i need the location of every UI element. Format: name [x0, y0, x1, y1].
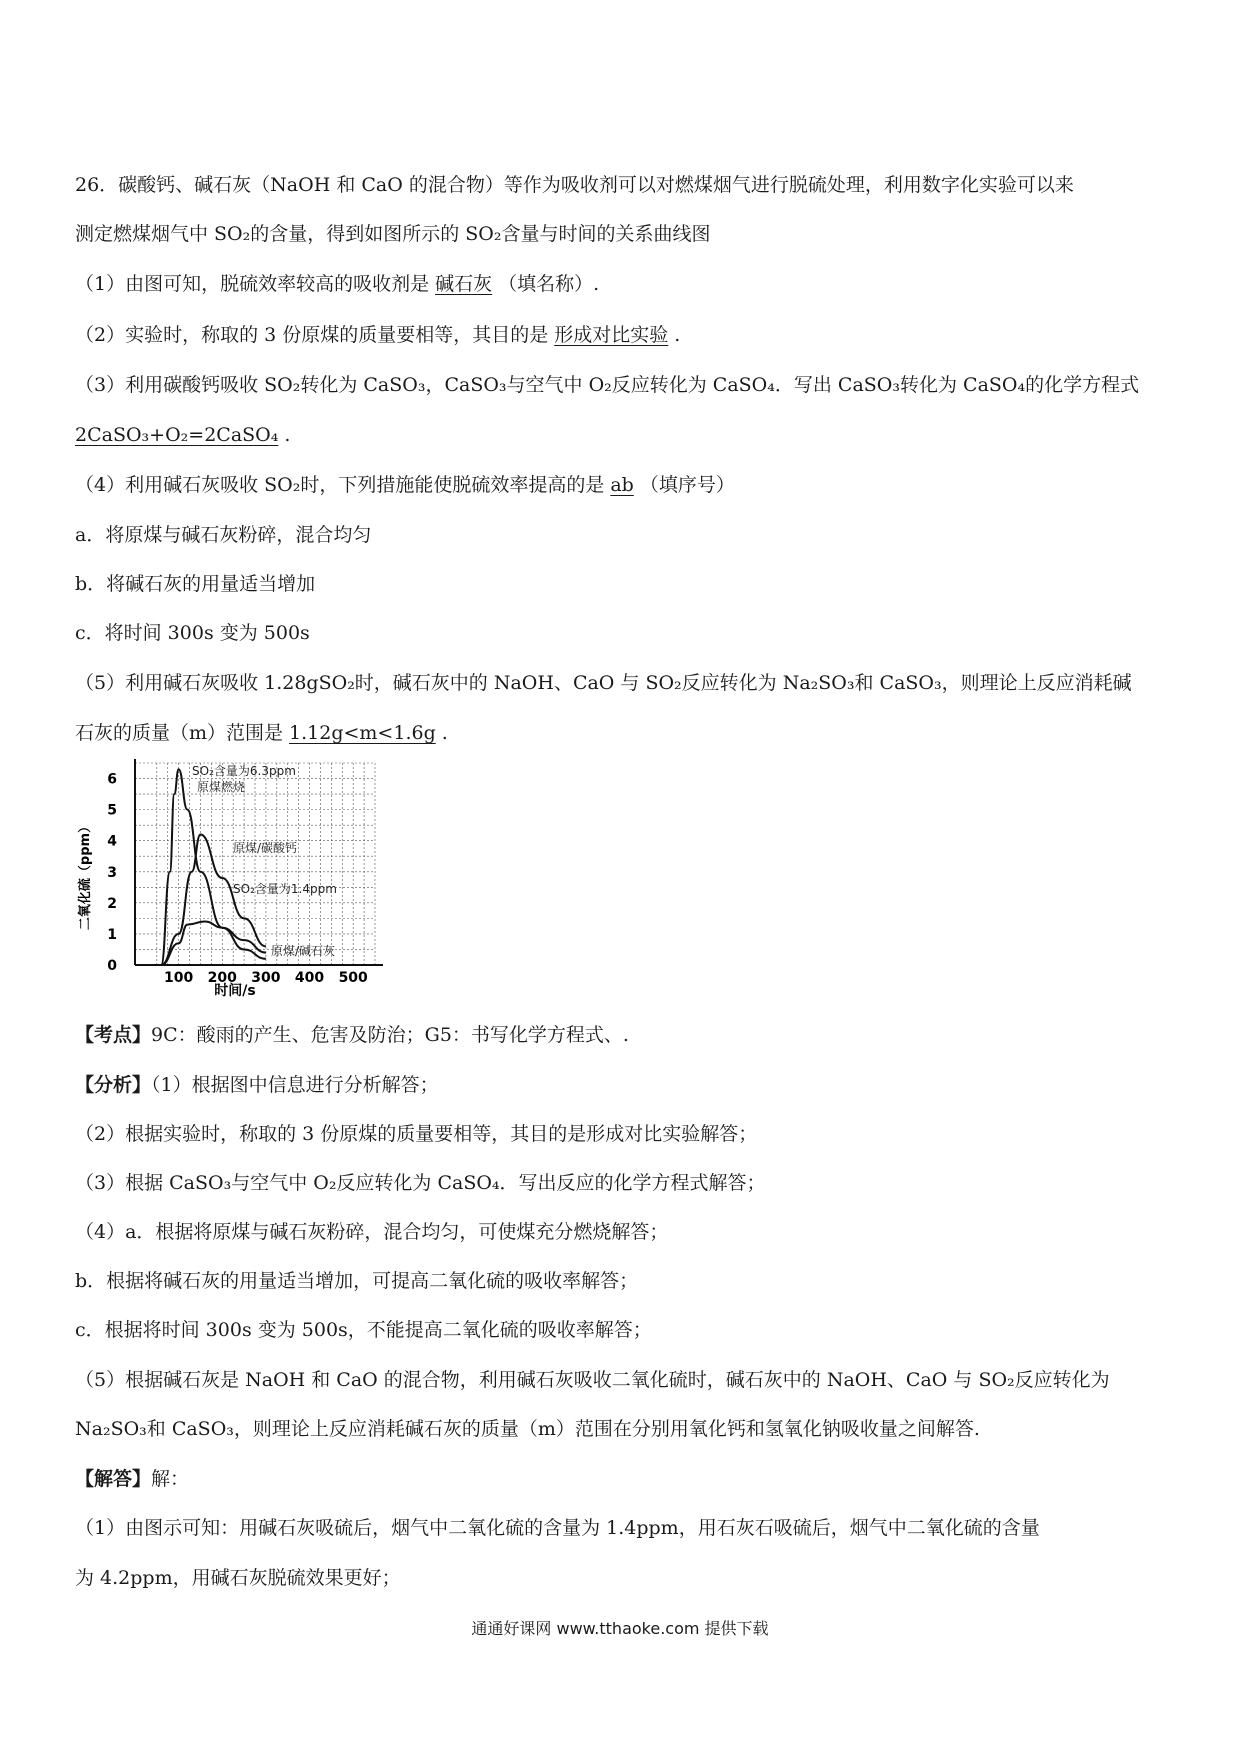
fenxi-5a: （5）根据碱石灰是 NaOH 和 CaO 的混合物，利用碱石灰吸收二氧化硫时，碱石灰中的 NaOH、CaO 与 SO₂反应转化为 [75, 1369, 1110, 1391]
kaodian-line [75, 1022, 629, 1048]
annotation-coal-caco3: 原煤/碳酸钙 [233, 841, 298, 855]
fenxi-5b: Na₂SO₃和 CaSO₃，则理论上反应消耗碱石灰的质量（m）范围在分别用氧化钙和氢氧化钠吸收量之间解答. [75, 1418, 980, 1440]
q5-answer-line [75, 720, 448, 746]
jieda-text: 解： [151, 1468, 190, 1490]
sub-question-5: （5）利用碱石灰吸收 1.28gSO₂时，碱石灰中的 NaOH、CaO 与 SO₂反应转化为 Na₂SO₃和 CaSO₃，则理论上反应消耗碱 [75, 672, 1132, 694]
kaodian-tag: 【考点】 [75, 1024, 152, 1046]
chart-series [161, 769, 266, 965]
fenxi-4c: c．根据将时间 300s 变为 500s，不能提高二氧化硫的吸收率解答； [75, 1319, 652, 1341]
annotation-peak-1-4: SO₂含量为1.4ppm [233, 882, 337, 896]
fenxi-3: （3）根据 CaSO₃与空气中 O₂反应转化为 CaSO₄．写出反应的化学方程式解答； [75, 1172, 766, 1194]
x-tick-label: 100 [164, 970, 194, 986]
question-stem-line-1: 26．碳酸钙、碱石灰（NaOH 和 CaO 的混合物）等作为吸收剂可以对燃煤烟气进行脱硫处理，利用数字化实验可以来 [75, 174, 1074, 196]
option-b: b．将碱石灰的用量适当增加 [75, 573, 316, 595]
fenxi-tag: 【分析】 [75, 1074, 152, 1096]
y-tick-label: 3 [107, 864, 117, 881]
q3-answer-line [75, 422, 290, 448]
x-tick-label: 400 [294, 970, 325, 986]
fenxi-1: （1）根据图中信息进行分析解答； [151, 1074, 439, 1096]
sub-question-2 [75, 322, 680, 348]
q4-suffix: （填序号） [639, 474, 735, 496]
q2-answer: 形成对比实验 [554, 324, 669, 346]
jieda-line [75, 1466, 189, 1492]
q1-text: （1）由图可知，脱硫效率较高的吸收剂是 [75, 273, 430, 295]
q3-answer: 2CaSO₃+O₂=2CaSO₄ [75, 424, 279, 446]
sub-question-3: （3）利用碳酸钙吸收 SO₂转化为 CaSO₃，CaSO₃与空气中 O₂反应转化为 CaSO₄．写出 CaSO₃转化为 CaSO₄的化学方程式 [75, 374, 1140, 396]
annotation-coal-burn: 原煤燃烧 [197, 780, 246, 794]
y-tick-label: 2 [107, 895, 117, 912]
y-tick-label: 4 [107, 833, 117, 850]
x-tick-label: 500 [338, 970, 368, 986]
so2-time-chart [75, 755, 435, 1000]
q1-suffix: （填名称）. [498, 273, 600, 295]
page-footer: 通通好课网 www.tthaoke.com 提供下载 [471, 1619, 769, 1638]
q4-answer: ab [610, 474, 634, 496]
y-tick-label: 6 [107, 771, 117, 788]
question-stem-line-2: 测定燃煤烟气中 SO₂的含量，得到如图所示的 SO₂含量与时间的关系曲线图 [75, 223, 711, 245]
sub-question-1 [75, 271, 599, 297]
q1-answer: 碱石灰 [435, 273, 493, 295]
q5-text: 石灰的质量（m）范围是 [75, 722, 284, 744]
q4-text: （4）利用碱石灰吸收 SO₂时，下列措施能使脱硫效率提高的是 [75, 474, 605, 496]
annotation-coal-sodalime: 原煤/碱石灰 [271, 944, 336, 958]
q5-answer: 1.12g<m<1.6g [289, 722, 436, 744]
y-tick-label: 1 [107, 926, 117, 943]
fenxi-4: （4）a．根据将原煤与碱石灰粉碎，混合均匀，可使煤充分燃烧解答； [75, 1221, 669, 1243]
fenxi-2: （2）根据实验时，称取的 3 份原煤的质量要相等，其目的是形成对比实验解答； [75, 1123, 758, 1145]
option-c: c．将时间 300s 变为 500s [75, 622, 310, 644]
chart-y-label: 二氧化硫（ppm） [78, 819, 93, 931]
x-tick-label: 300 [251, 970, 281, 986]
fenxi-4b: b．根据将碱石灰的用量适当增加，可提高二氧化硫的吸收率解答； [75, 1270, 639, 1292]
option-a: a．将原煤与碱石灰粉碎，混合均匀 [75, 524, 372, 546]
y-tick-label: 0 [107, 958, 117, 974]
q3-suffix: . [284, 424, 291, 446]
annotation-peak-6-3: SO₂含量为6.3ppm [192, 764, 296, 778]
q2-text: （2）实验时，称取的 3 份原煤的质量要相等，其目的是 [75, 324, 549, 346]
chart-x-label: 时间/s [214, 983, 256, 999]
jieda-tag: 【解答】 [75, 1468, 152, 1490]
series-line-3 [161, 921, 266, 965]
jieda-1b: 为 4.2ppm，用碱石灰脱硫效果更好； [75, 1567, 401, 1589]
x-tick-label: 200 [207, 970, 237, 986]
y-tick-label: 5 [107, 802, 117, 819]
fenxi-line [75, 1072, 439, 1098]
q2-suffix: . [674, 324, 681, 346]
sub-question-4 [75, 472, 735, 498]
jieda-1a: （1）由图示可知：用碱石灰吸硫后，烟气中二氧化硫的含量为 1.4ppm，用石灰石吸硫后，烟气中二氧化硫的含量 [75, 1517, 1040, 1539]
kaodian-text: 9C：酸雨的产生、危害及防治；G5：书写化学方程式、. [151, 1024, 629, 1046]
q5-suffix: . [441, 722, 448, 744]
